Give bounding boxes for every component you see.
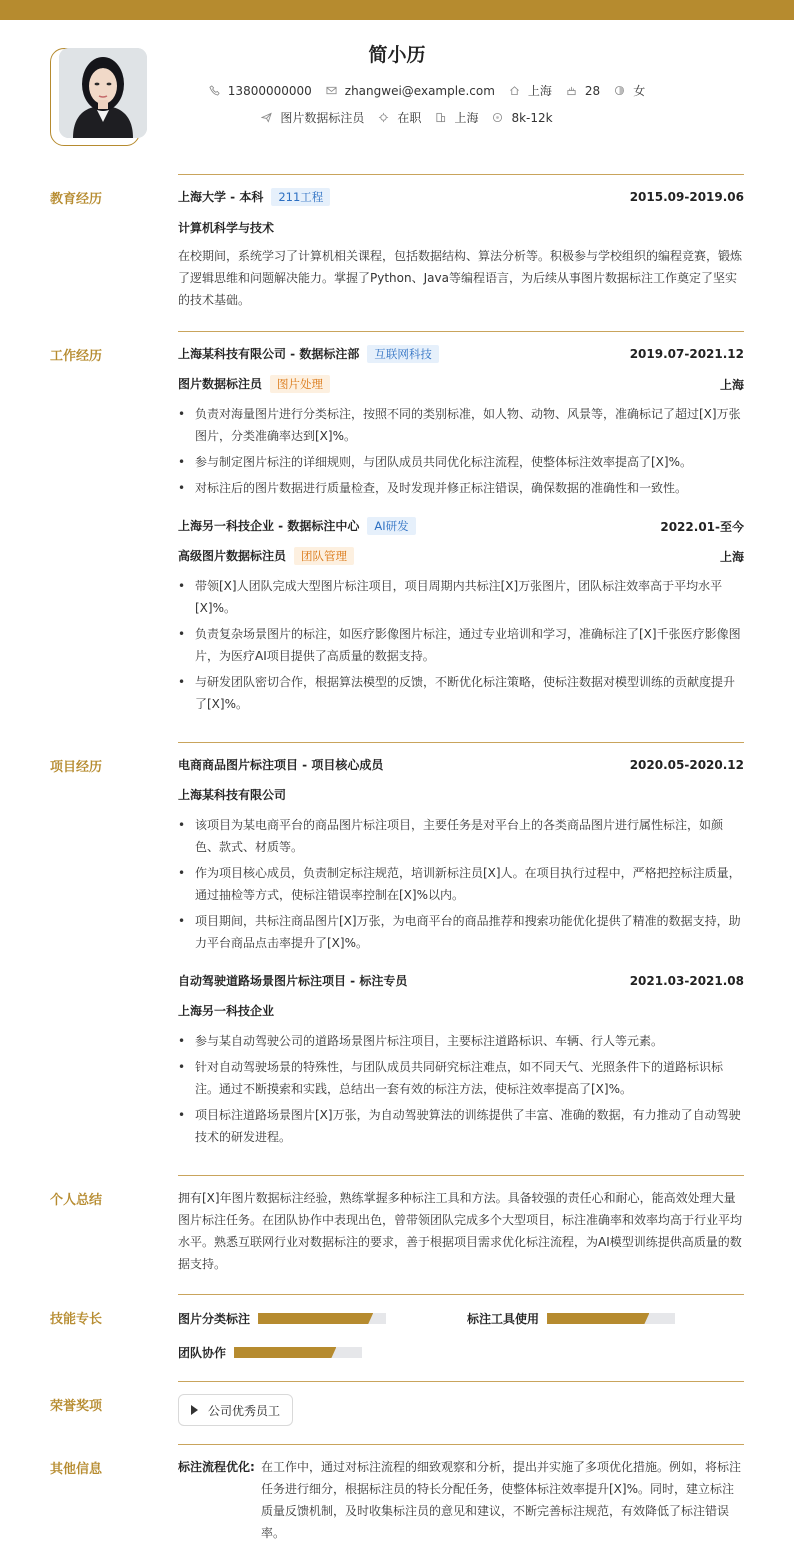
skill-bar: [547, 1313, 675, 1324]
project-bullet: • 针对自动驾驶场景的特殊性，与团队成员共同研究标注难点，如不同天气、光照条件下的道路标识标注。通过不断摸索和实践，总结出一套有效的标注方法，使标注效率提高了[X]%。: [178, 1056, 744, 1100]
section-title: 工作经历: [50, 349, 103, 364]
age-item: [566, 84, 600, 98]
project-company: 上海某科技有限公司: [178, 788, 287, 802]
section-divider: [178, 742, 744, 743]
section-title: 个人总结: [50, 1193, 103, 1208]
industry-tag: AI研发: [367, 517, 415, 535]
section-divider: [178, 174, 744, 175]
job-bullet: • 参与制定图片标注的详细规则，与团队成员共同优化标注流程，使整体标注效率提高了[X]%。: [178, 451, 744, 473]
candidate-name: 简小历: [368, 44, 426, 66]
skill-fill: [258, 1313, 373, 1324]
building-icon: [435, 112, 446, 123]
section-title: 技能专长: [50, 1312, 103, 1327]
skill-bar: [258, 1313, 386, 1324]
top-accent-bar: [0, 0, 794, 20]
gender-icon: [614, 85, 625, 96]
mail-icon: [326, 85, 337, 96]
position-item: [261, 109, 364, 126]
skill-item: [467, 1310, 675, 1327]
skill-name: 标注工具使用: [467, 1312, 540, 1326]
email-item: [326, 84, 495, 98]
coin-icon: [492, 112, 503, 123]
status-icon: [378, 112, 389, 123]
skill-fill: [547, 1313, 649, 1324]
job-role: 图片数据标注员: [178, 377, 263, 391]
position-text: 图片数据标注员: [280, 111, 365, 125]
job-date: 2019.07-2021.12: [629, 347, 744, 361]
education-date: 2015.09-2019.06: [629, 190, 744, 204]
section-divider: [178, 1294, 744, 1295]
salary-text: 8k-12k: [511, 110, 553, 125]
phone-text: 13800000000: [227, 83, 312, 98]
job-bullet: • 带领[X]人团队完成大型图片标注项目，项目周期内共标注[X]万张图片，团队标注效率高于平均水平[X]%。: [178, 575, 744, 619]
gender-text: 女: [633, 84, 646, 98]
other-text: 在工作中，通过对标注流程的细致观察和分析，提出并实施了多项优化措施。例如，将标注任务进行细分，根据标注员的特长分配任务，使整体标注效率提升[X]%。同时，建立标注质量反馈机制，及时收集标注员的意见和建议，不断完善标注规范，有效降低了标注错误率。: [261, 1460, 742, 1540]
summary-text: 拥有[X]年图片数据标注经验，熟练掌握多种标注工具和方法。具备较强的责任心和耐心，能高效处理大量图片标注任务。在团队协作中表现出色，曾带领团队完成多个大型项目，标注准确率和效率均高于行业平均水平。熟悉互联网行业对数据标注的要求，善于根据项目需求优化标注流程，为AI模型训练提供高质量的数据支持。: [178, 1191, 743, 1271]
phone-icon: [209, 85, 220, 96]
award-name: 公司优秀员工: [208, 1403, 281, 1418]
status-item: [378, 109, 421, 126]
job-bullet: • 对标注后的图片数据进行质量检查，及时发现并修正标注错误，确保数据的准确性和一致性。: [178, 477, 744, 499]
job-bullet: • 负责对海量图片进行分类标注，按照不同的类别标准，如人物、动物、风景等，准确标记了超过[X]万张图片，分类准确率达到[X]%。: [178, 403, 744, 447]
section-title: 其他信息: [50, 1462, 103, 1477]
job-bullet: • 与研发团队密切合作，根据算法模型的反馈，不断优化标注策略，使标注数据对模型训练的贡献度提升了[X]%。: [178, 671, 744, 715]
salary-item: [492, 111, 552, 125]
city-text: 上海: [527, 84, 552, 98]
job-intent-row: [0, 109, 794, 126]
education-description: 在校期间，系统学习了计算机相关课程，包括数据结构、算法分析等。积极参与学校组织的编程竞赛，锻炼了逻辑思维和问题解决能力。掌握了Python、Java等编程语言，为后续从事图片数据标注工作奠定了坚实的技术基础。: [178, 249, 743, 307]
job-bullet: • 负责复杂场景图片的标注，如医疗影像图片标注，通过专业培训和学习，准确标注了[X]千张医疗影像图片，为医疗AI项目提供了高质量的数据支持。: [178, 623, 744, 667]
email-text: zhangwei@example.com: [344, 83, 495, 98]
gender-item: [614, 82, 645, 99]
section-title: 教育经历: [50, 192, 103, 207]
company-name: 上海某科技有限公司 - 数据标注部: [178, 347, 360, 361]
project-bullet: • 项目标注道路场景图片[X]万张，为自动驾驶算法的训练提供了丰富、准确的数据，有力推动了自动驾驶技术的研发进程。: [178, 1104, 744, 1148]
project-bullet: • 项目期间，共标注商品图片[X]万张，为电商平台的商品推荐和搜索功能优化提供了精准的数据支持，助力平台商品点击率提升了[X]%。: [178, 910, 744, 954]
project-company: 上海另一科技企业: [178, 1004, 275, 1018]
job-location: 上海: [719, 549, 744, 564]
home-icon: [509, 85, 520, 96]
major-name: 计算机科学与技术: [178, 221, 275, 235]
contact-row: [0, 82, 794, 99]
age-text: 28: [584, 83, 601, 98]
skill-item: [178, 1344, 362, 1361]
status-text: 在职: [397, 111, 422, 125]
phone-item: [209, 84, 312, 98]
skill-name: 团队协作: [178, 1346, 227, 1360]
project-bullet: • 作为项目核心成员，负责制定标注规范，培训新标注员[X]人。在项目执行过程中，严格把控标注质量，通过抽检等方式，使标注错误率控制在[X]%以内。: [178, 862, 744, 906]
job-role: 高级图片数据标注员: [178, 549, 287, 563]
skill-fill: [234, 1347, 336, 1358]
send-icon: [261, 112, 272, 123]
target-city-text: 上海: [454, 111, 479, 125]
company-name: 上海另一科技企业 - 数据标注中心: [178, 519, 360, 533]
section-divider: [178, 331, 744, 332]
industry-tag: 互联网科技: [367, 345, 439, 363]
section-divider: [178, 1381, 744, 1382]
other-label: 标注流程优化:: [178, 1460, 255, 1474]
project-name: 电商商品图片标注项目 - 项目核心成员: [178, 758, 384, 772]
cake-icon: [566, 85, 577, 96]
role-tag: 团队管理: [294, 547, 354, 565]
project-bullet: • 该项目为某电商平台的商品图片标注项目，主要任务是对平台上的各类商品图片进行属性标注，如颜色、款式、材质等。: [178, 814, 744, 858]
section-title: 荣誉奖项: [50, 1399, 103, 1414]
school-name: 上海大学 - 本科: [178, 190, 264, 204]
section-title: 项目经历: [50, 760, 103, 775]
project-date: 2021.03-2021.08: [629, 973, 744, 988]
project-date: 2020.05-2020.12: [629, 757, 744, 772]
job-location: 上海: [719, 377, 744, 392]
project-name: 自动驾驶道路场景图片标注项目 - 标注专员: [178, 974, 408, 988]
city-item: [509, 82, 552, 99]
project-bullet: • 参与某自动驾驶公司的道路场景图片标注项目，主要标注道路标识、车辆、行人等元素。: [178, 1030, 744, 1052]
skill-item: [178, 1310, 386, 1327]
job-date: 2022.01-至今: [660, 519, 744, 534]
skill-bar: [234, 1347, 362, 1358]
play-icon: [191, 1405, 198, 1415]
skill-name: 图片分类标注: [178, 1312, 251, 1326]
section-divider: [178, 1444, 744, 1445]
role-tag: 图片处理: [270, 375, 330, 393]
school-tag: 211工程: [271, 188, 330, 206]
target-city-item: [435, 109, 478, 126]
award-item[interactable]: [178, 1394, 293, 1426]
section-divider: [178, 1175, 744, 1176]
